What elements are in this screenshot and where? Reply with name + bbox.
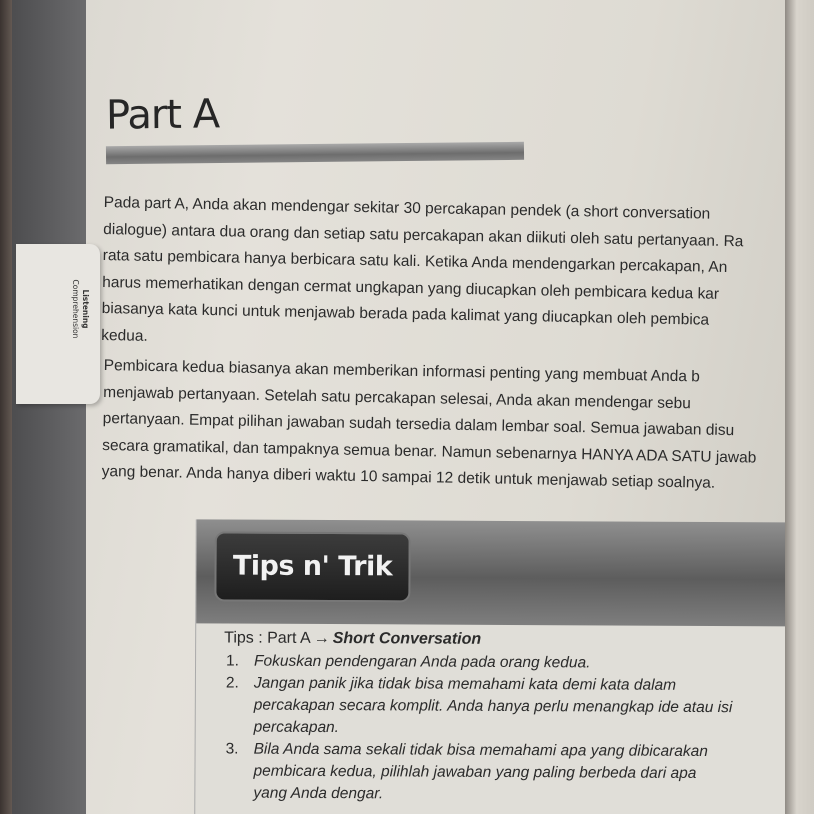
tips-item: [223, 738, 787, 807]
right-arrow-icon: →: [313, 629, 330, 648]
tips-item-number: 3.: [225, 740, 239, 758]
paragraph-line: secara gramatikal, dan tampaknya semua benar. Namun sebenarnya HANYA ADA SATU jawab: [102, 436, 757, 467]
paragraph-line: biasanya kata kunci untuk menjawab berada pada kalimat yang diucapkan oleh pembica: [101, 299, 710, 329]
paragraph-line: Pembicara kedua biasanya akan memberikan informasi penting yang membuat Anda b: [103, 356, 701, 386]
section-tab-line2: Comprehension: [71, 279, 80, 339]
paragraph-line: rata satu pembicara hanya berbicara satu kali. Ketika Anda mendengarkan percakapan, An: [102, 246, 728, 276]
side-strip: [12, 0, 86, 814]
paragraph-line: kedua.: [101, 326, 148, 345]
tips-item: [224, 672, 787, 741]
section-tab-label: [12, 264, 90, 354]
tips-item-line: percakapan secara komplit. Anda hanya perlu menangkap ide atau isi: [253, 696, 733, 717]
paragraph-line: yang benar. Anda hanya diberi waktu 10 sampai 12 detik untuk menjawab setiap soalnya.: [101, 462, 716, 492]
tips-heading-prefix: Tips : Part A: [224, 629, 311, 647]
tips-item: [224, 650, 787, 675]
paragraph-line: harus memerhatikan dengan cermat ungkapan yang diucapkan oleh pembicara kedua kar: [102, 273, 720, 303]
paragraph-1: [101, 190, 787, 362]
tips-item-line: Jangan panik jika tidak bisa memahami kata demi kata dalam: [253, 674, 677, 694]
tips-item-number: 2.: [225, 674, 239, 692]
tips-item-line: Fokuskan pendengaran Anda pada orang kedua.: [254, 652, 591, 672]
next-page-edge: [785, 0, 814, 814]
tips-item-line: Bila Anda sama sekali tidak bisa memahami apa yang dibicarakan: [253, 740, 708, 761]
paragraph-line: Pada part A, Anda akan mendengar sekitar 30 percakapan pendek (a short conversation: [103, 193, 711, 223]
paragraph-2: [101, 353, 787, 499]
tips-item-line: percakapan.: [253, 718, 340, 737]
heading-underline-bar: [106, 142, 524, 164]
tips-title: Tips n' Trik: [214, 531, 410, 602]
tips-heading-topic: Short Conversation: [332, 630, 482, 648]
tips-heading: [224, 627, 787, 652]
page-heading: Part A: [105, 91, 220, 139]
tips-item-line: pembicara kedua, pilihlah jawaban yang paling berbeda dari apa: [253, 762, 697, 782]
tips-list: [223, 650, 787, 807]
tips-item-number: 1.: [226, 652, 240, 670]
tips-item-line: yang Anda dengar.: [253, 784, 384, 803]
section-tab-line1: Listening: [81, 289, 90, 329]
tips-body: [223, 627, 787, 807]
paragraph-line: pertanyaan. Empat pilihan jawaban sudah tersedia dalam lembar soal. Semua jawaban disu: [102, 409, 735, 440]
book-page: [12, 0, 787, 814]
tips-box: [194, 519, 787, 814]
paragraph-line: menjawab pertanyaan. Setelah satu percakapan selesai, Anda akan mendengar sebu: [103, 383, 691, 412]
paragraph-line: dialogue) antara dua orang dan setiap satu percakapan akan diikuti oleh satu pertanyaan. Ra: [103, 220, 744, 250]
